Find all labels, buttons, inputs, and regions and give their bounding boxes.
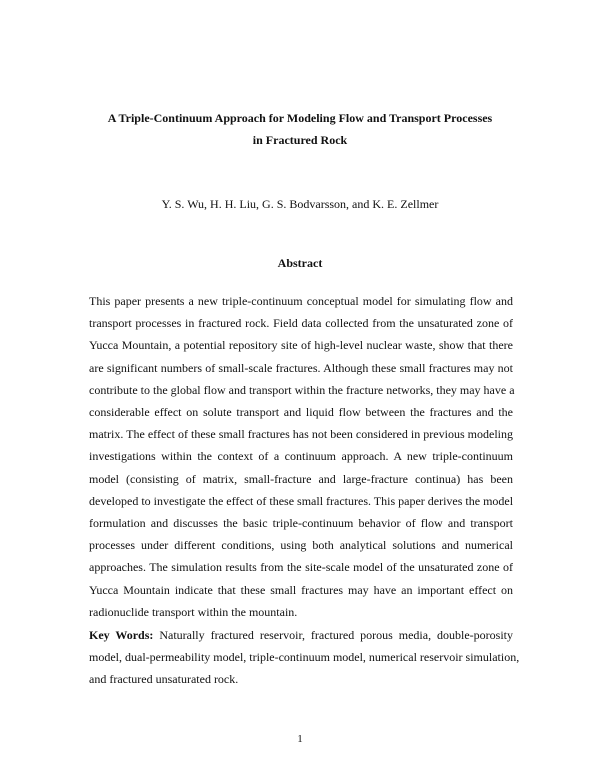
abstract-line: considerable effect on solute transport and liquid flow between the fractures and the	[89, 405, 513, 420]
abstract-line: Yucca Mountain indicate that these small fractures may have an important effect on	[89, 582, 513, 597]
abstract-line: This paper presents a new triple-continuum conceptual model for simulating flow and	[89, 294, 513, 308]
abstract-line: transport processes in fractured rock. Field data collected from the unsaturated zone of	[89, 316, 513, 331]
abstract-line: approaches. The simulation results from the site-scale model of the unsaturated zone of	[89, 560, 513, 575]
paper-title-line-1: A Triple-Continuum Approach for Modeling Flow and Transport Processes	[107, 111, 493, 125]
abstract-line: formulation and discusses the basic triple-continuum behavior of flow and transport	[89, 516, 513, 531]
author-list: Y. S. Wu, H. H. Liu, G. S. Bodvarsson, and K. E. Zellmer	[161, 197, 439, 211]
keywords-text: Naturally fractured reservoir, fractured porous media, double-porosity	[159, 628, 513, 642]
abstract-line: are significant numbers of small-scale fractures. Although these small fractures may not	[89, 360, 513, 375]
abstract-line: radionuclide transport within the mountain.	[89, 604, 298, 619]
abstract-line: processes under different conditions, using both analytical solutions and numerical	[89, 538, 513, 553]
keywords-line	[89, 624, 513, 646]
abstract-line: matrix. The effect of these small fractures has not been considered in previous modeling	[89, 427, 513, 442]
keywords-line: model, dual-permeability model, triple-continuum model, numerical reservoir simulation,	[89, 650, 520, 665]
abstract-line: Yucca Mountain, a potential repository site of high-level nuclear waste, show that there	[89, 338, 513, 353]
keywords-line: and fractured unsaturated rock.	[89, 672, 239, 687]
paper-title-line-2: in Fractured Rock	[252, 133, 348, 147]
keywords-section	[89, 624, 520, 691]
abstract-body	[89, 290, 513, 623]
abstract-line: contribute to the global flow and transport within the fracture networks, they may have a	[89, 382, 515, 397]
abstract-heading: Abstract	[277, 256, 323, 270]
page-number: 1	[297, 733, 303, 745]
abstract-line: investigations within the context of a continuum approach. A new triple-continuum	[89, 449, 513, 464]
abstract-line: developed to investigate the effect of these small fractures. This paper derives the model	[89, 493, 514, 508]
abstract-line: model (consisting of matrix, small-fracture and large-fracture continua) has been	[89, 471, 513, 486]
keywords-label: Key Words:	[89, 628, 154, 642]
